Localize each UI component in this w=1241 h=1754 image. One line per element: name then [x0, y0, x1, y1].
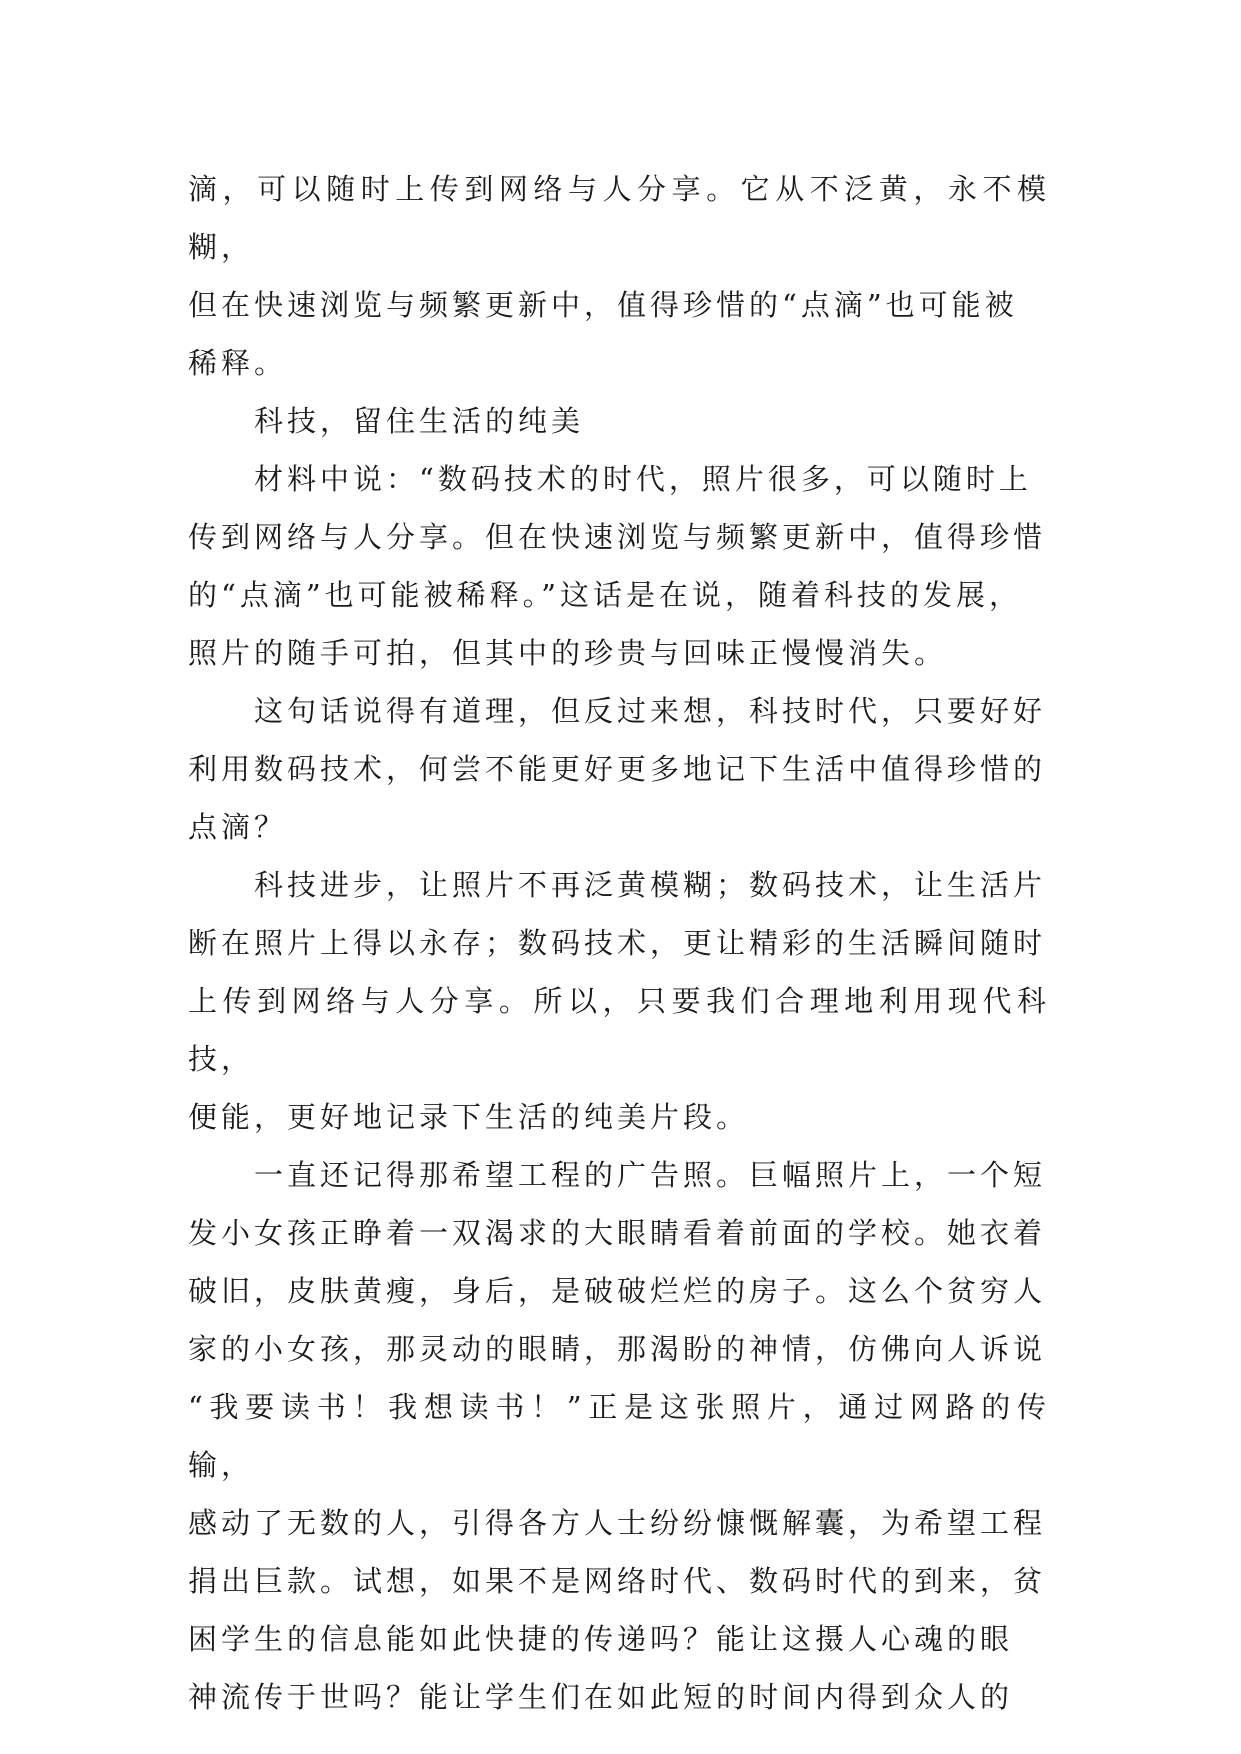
- document-body: [188, 160, 1050, 1726]
- paragraph-material-quote: 材料中说：“数码技术的时代，照片很多，可以随时上 传到网络与人分享。但在快速浏览与频繁更新中，值得珍惜 的“点滴”也可能被稀释。”这话是在说，随着科技的发展， 照片的随手可拍，但其中的珍贵与回味正慢慢消失。: [188, 462, 1047, 670]
- paragraph-continued: 滴，可以随时上传到网络与人分享。它从不泛黄，永不模糊， 但在快速浏览与频繁更新中，值得珍惜的“点滴”也可能被 稀释。: [188, 172, 1050, 380]
- paragraph-tech-progress: 科技进步，让照片不再泛黄模糊；数码技术，让生活片 断在照片上得以永存；数码技术，更让精彩的生活瞬间随时 上传到网络与人分享。所以，只要我们合理地利用现代科技， 便能，更好地记录下生活的纯美片段。: [188, 868, 1050, 1134]
- paragraph-reasoning: 这句话说得有道理，但反过来想，科技时代，只要好好 利用数码技术，何尝不能更好更多地记下生活中值得珍惜的 点滴？: [188, 694, 1047, 844]
- paragraph-example: 一直还记得那希望工程的广告照。巨幅照片上，一个短 发小女孩正睁着一双渴求的大眼睛看着前面的学校。她衣着 破旧，皮肤黄瘦，身后，是破破烂烂的房子。这么个贫穷人 家的小女孩，那灵动的眼睛，那渴盼的神情，仿佛向人诉说 “我要读书！我想读书！”正是这张照片，通过网路的传输， 感动了无数的人，引得各方人士纷纷慷慨解囊，为希望工程 捐出巨款。试想，如果不是网络时代、数码时代的到来，贫 困学生的信息能如此快捷的传递吗？能让这摄人心魂的眼 神流传于世吗？能让学生们在如此短的时间内得到众人的: [188, 1158, 1050, 1714]
- section-heading: 科技，留住生活的纯美: [254, 404, 585, 438]
